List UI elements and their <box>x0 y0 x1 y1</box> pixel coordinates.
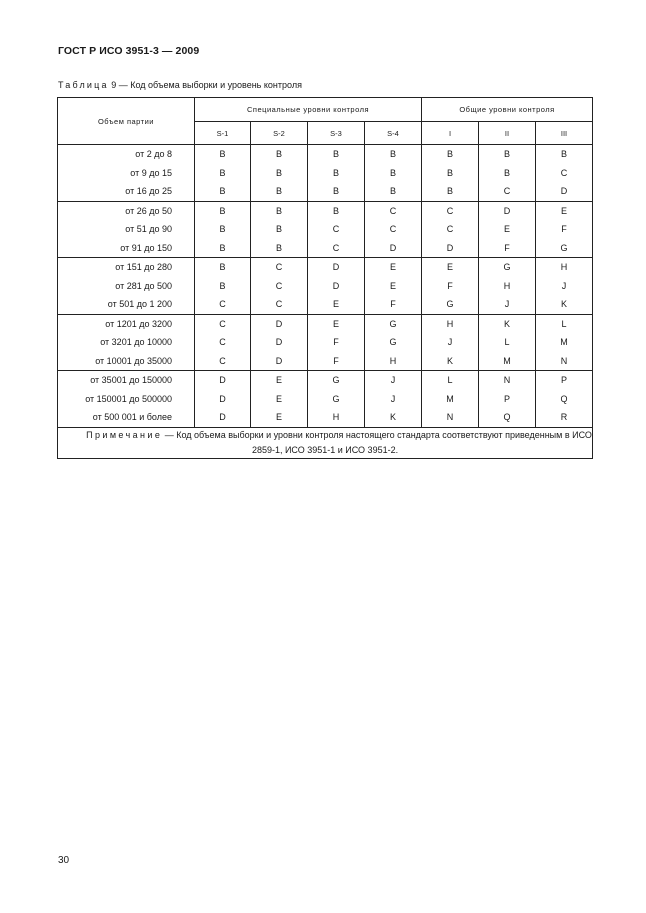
code-value: D <box>219 393 226 404</box>
code-value: B <box>390 167 397 178</box>
code-value: E <box>390 262 397 272</box>
code-cell <box>251 145 308 202</box>
code-value: G <box>446 299 454 309</box>
code-value: G <box>389 337 397 347</box>
lot-size-value: от 501 до 1 200 <box>107 299 172 309</box>
code-value: R <box>560 412 568 422</box>
code-value: B <box>219 224 226 234</box>
lot-size-value: от 16 до 25 <box>125 186 172 196</box>
code-value: B <box>275 167 282 178</box>
code-value: N <box>560 355 568 366</box>
code-value: L <box>561 318 567 329</box>
code-value: D <box>219 412 226 422</box>
code-value: J <box>390 375 396 385</box>
code-cell <box>422 201 479 258</box>
level-header-i: I <box>422 122 479 145</box>
level-header-s1: S-1 <box>195 122 251 145</box>
code-cell <box>479 314 536 371</box>
code-value: J <box>447 337 453 347</box>
code-cell <box>308 201 365 258</box>
code-value: C <box>219 299 226 309</box>
code-value: H <box>560 262 568 272</box>
code-value: B <box>219 205 226 216</box>
note-text: — Код объема выборки и уровни контроля настоящего стандарта соответствуют приведенным в ИСО 2859-1, ИСО 3951-1 и ИСО 3951-2. <box>162 429 592 455</box>
level-header-s4: S-4 <box>365 122 422 145</box>
lot-size-value: от 91 до 150 <box>120 242 172 253</box>
code-value: D <box>446 242 454 253</box>
code-value: C <box>219 355 226 366</box>
code-value: D <box>332 262 340 272</box>
code-cell <box>251 201 308 258</box>
code-value: G <box>560 242 568 253</box>
code-value: B <box>332 205 339 216</box>
lot-size-value: от 2 до 8 <box>135 149 172 159</box>
code-value: C <box>332 224 340 234</box>
table-row-group <box>58 145 593 202</box>
code-cell <box>365 145 422 202</box>
table-note-row <box>58 427 593 458</box>
code-value: H <box>446 318 454 329</box>
code-value: G <box>389 318 397 329</box>
code-value: E <box>561 205 568 216</box>
code-value: B <box>447 186 454 196</box>
lot-size-cell <box>58 314 195 371</box>
code-value: G <box>332 393 340 404</box>
code-value: B <box>275 242 282 253</box>
code-value: E <box>390 280 397 291</box>
code-cell <box>422 258 479 315</box>
code-value: P <box>504 393 511 404</box>
lot-size-header: Объем партии <box>58 98 195 145</box>
code-cell <box>365 201 422 258</box>
code-value: L <box>504 337 510 347</box>
code-value: F <box>390 299 396 309</box>
code-value: B <box>275 149 282 159</box>
code-value: M <box>503 355 511 366</box>
lot-size-value: от 3201 до 10000 <box>100 337 172 347</box>
code-value: Q <box>503 412 511 422</box>
code-cell <box>195 201 251 258</box>
note-label: Примечание <box>86 429 163 440</box>
code-value: E <box>504 224 511 234</box>
code-value: C <box>275 299 283 309</box>
code-cell <box>479 258 536 315</box>
code-cell <box>536 371 593 428</box>
code-value: J <box>390 393 396 404</box>
code-cell <box>536 145 593 202</box>
table-caption <box>58 80 302 90</box>
code-cell <box>479 201 536 258</box>
lot-size-value: от 26 до 50 <box>125 205 172 216</box>
code-value: Q <box>560 393 568 404</box>
lot-size-value: от 151 до 280 <box>115 262 172 272</box>
code-cell <box>308 258 365 315</box>
code-cell <box>308 371 365 428</box>
table-caption-label: Таблица <box>58 80 109 90</box>
code-value: B <box>275 224 282 234</box>
code-value: B <box>219 280 226 291</box>
code-value: M <box>446 393 454 404</box>
code-value: B <box>332 167 339 178</box>
level-header-s2: S-2 <box>251 122 308 145</box>
code-value: E <box>275 412 282 422</box>
code-cell <box>251 258 308 315</box>
code-cell <box>536 314 593 371</box>
lot-size-value: от 1201 до 3200 <box>105 318 172 329</box>
code-value: F <box>333 355 339 366</box>
sample-size-code-table <box>57 97 593 459</box>
code-value: N <box>446 412 454 422</box>
code-value: E <box>332 299 339 309</box>
lot-size-value: от 51 до 90 <box>125 224 172 234</box>
table-note <box>58 427 593 458</box>
page-number: 30 <box>58 855 70 866</box>
code-value: B <box>390 149 397 159</box>
code-value: C <box>275 262 283 272</box>
lot-size-value: от 9 до 15 <box>130 167 172 178</box>
level-header-s3: S-3 <box>308 122 365 145</box>
table-row-group <box>58 371 593 428</box>
code-cell <box>365 258 422 315</box>
code-cell <box>479 145 536 202</box>
lot-size-value: от 281 до 500 <box>115 280 172 291</box>
code-cell <box>422 371 479 428</box>
level-header-ii: II <box>479 122 536 145</box>
code-value: D <box>275 337 283 347</box>
code-value: B <box>504 167 511 178</box>
code-cell <box>195 371 251 428</box>
code-value: D <box>503 205 511 216</box>
code-value: M <box>560 337 568 347</box>
code-value: L <box>447 375 453 385</box>
code-value: J <box>561 280 567 291</box>
code-value: C <box>275 280 283 291</box>
code-cell <box>422 314 479 371</box>
level-header-iii: III <box>536 122 593 145</box>
code-value: C <box>389 205 397 216</box>
code-value: B <box>219 262 226 272</box>
special-levels-header: Специальные уровни контроля <box>195 98 422 122</box>
code-value: C <box>219 337 226 347</box>
code-value: K <box>561 299 568 309</box>
code-value: B <box>219 149 226 159</box>
lot-size-cell <box>58 371 195 428</box>
lot-size-value: от 10001 до 35000 <box>95 355 172 366</box>
code-value: K <box>447 355 454 366</box>
code-value: D <box>332 280 340 291</box>
code-cell <box>422 145 479 202</box>
code-value: P <box>561 375 568 385</box>
code-value: B <box>332 149 339 159</box>
code-value: D <box>219 375 226 385</box>
code-value: C <box>389 224 397 234</box>
code-value: D <box>560 186 568 196</box>
code-value: B <box>219 186 226 196</box>
code-value: D <box>275 318 283 329</box>
code-value: H <box>332 412 340 422</box>
lot-size-cell <box>58 258 195 315</box>
code-value: B <box>275 205 282 216</box>
table-container <box>57 97 592 459</box>
table-row-group <box>58 258 593 315</box>
code-value: C <box>219 318 226 329</box>
code-value: F <box>504 242 510 253</box>
code-cell <box>308 145 365 202</box>
code-value: C <box>446 205 454 216</box>
code-value: G <box>503 262 511 272</box>
code-value: E <box>447 262 454 272</box>
code-value: B <box>219 242 226 253</box>
code-cell <box>195 314 251 371</box>
code-cell <box>251 371 308 428</box>
document-header: ГОСТ Р ИСО 3951-3 — 2009 <box>58 45 200 57</box>
lot-size-value: от 150001 до 500000 <box>85 393 172 404</box>
table-caption-text: 9 — Код объема выборки и уровень контроля <box>111 80 302 90</box>
code-cell <box>536 258 593 315</box>
code-value: B <box>447 149 454 159</box>
code-value: F <box>561 224 567 234</box>
code-cell <box>365 371 422 428</box>
code-value: F <box>333 337 339 347</box>
code-value: B <box>332 186 339 196</box>
table-row-group <box>58 314 593 371</box>
code-value: B <box>504 149 511 159</box>
table-row-group <box>58 201 593 258</box>
code-cell <box>536 201 593 258</box>
code-value: C <box>503 186 511 196</box>
code-value: C <box>332 242 340 253</box>
code-value: E <box>275 393 282 404</box>
code-value: E <box>275 375 282 385</box>
code-value: B <box>447 167 454 178</box>
code-value: B <box>275 186 282 196</box>
code-value: H <box>503 280 511 291</box>
code-value: C <box>560 167 568 178</box>
general-levels-header: Общие уровни контроля <box>422 98 593 122</box>
code-value: F <box>447 280 453 291</box>
code-value: G <box>332 375 340 385</box>
code-value: K <box>390 412 397 422</box>
code-cell <box>479 371 536 428</box>
lot-size-cell <box>58 201 195 258</box>
code-value: J <box>504 299 510 309</box>
code-value: H <box>389 355 397 366</box>
lot-size-cell <box>58 145 195 202</box>
code-value: B <box>390 186 397 196</box>
lot-size-value: от 500 001 и более <box>92 412 172 422</box>
code-cell <box>251 314 308 371</box>
code-value: D <box>275 355 283 366</box>
code-value: K <box>504 318 511 329</box>
code-cell <box>308 314 365 371</box>
code-cell <box>195 258 251 315</box>
code-value: D <box>389 242 397 253</box>
code-value: N <box>503 375 511 385</box>
code-value: B <box>561 149 568 159</box>
code-cell <box>365 314 422 371</box>
code-cell <box>195 145 251 202</box>
code-value: B <box>219 167 226 178</box>
lot-size-value: от 35001 до 150000 <box>90 375 172 385</box>
code-value: C <box>446 224 454 234</box>
code-value: E <box>332 318 339 329</box>
